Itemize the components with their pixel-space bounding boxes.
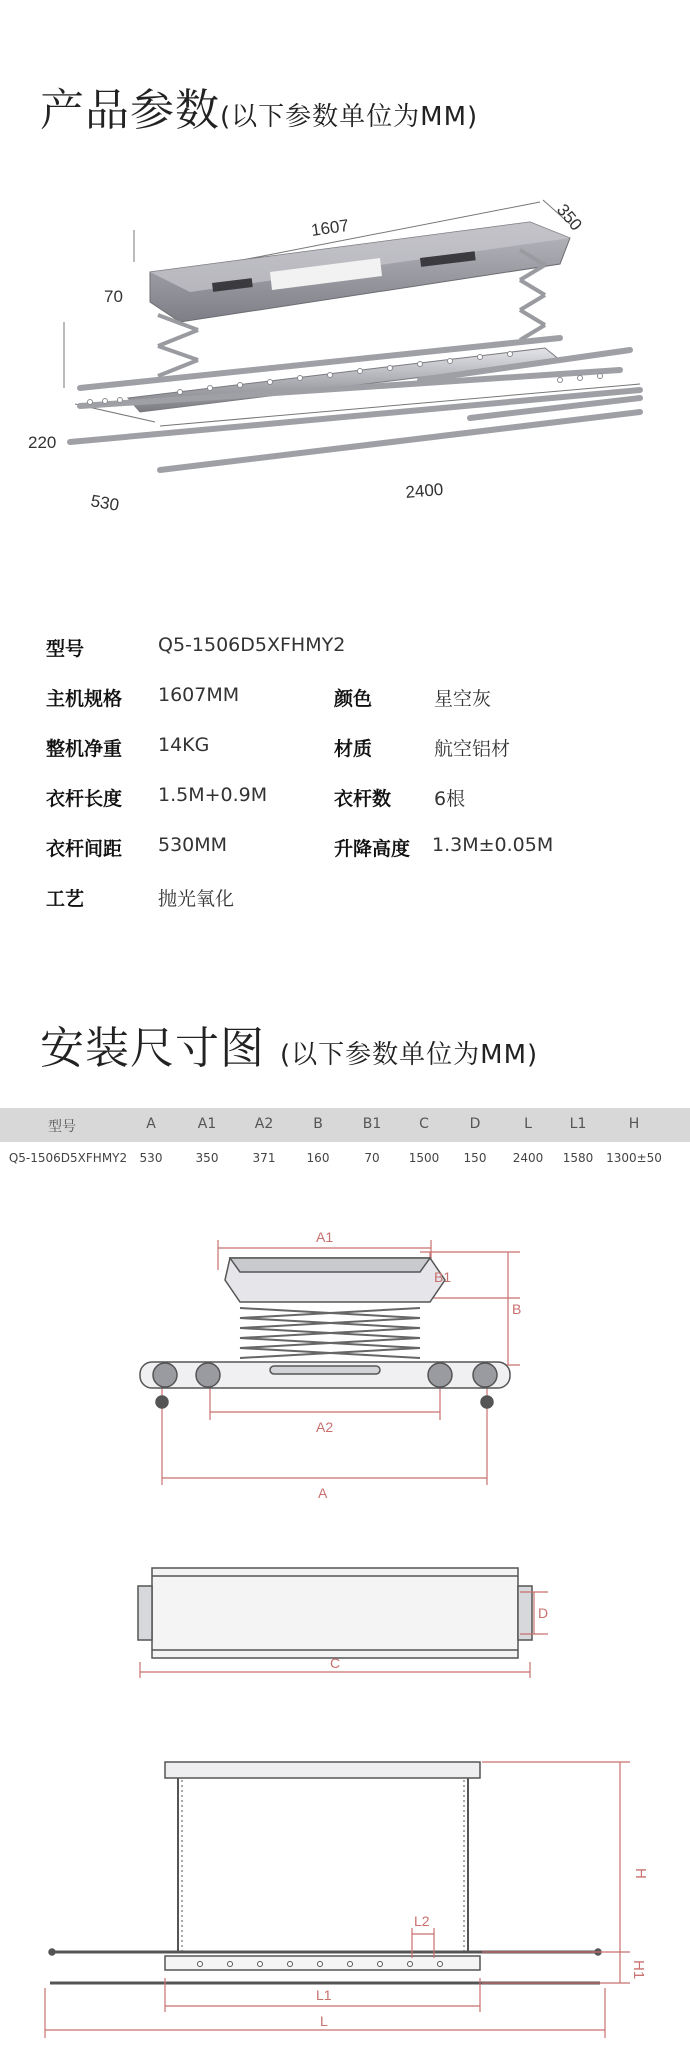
side-view-scissor (240, 1308, 420, 1358)
spec-value: 1607MM (158, 684, 240, 706)
spec-value: 14KG (158, 734, 210, 756)
label-a2: A2 (316, 1419, 334, 1435)
label-l: L (320, 2013, 328, 2029)
table-header-cell: C (419, 1116, 429, 1132)
table-header-cell: B (313, 1116, 323, 1132)
spec-value: 6根 (434, 788, 466, 810)
label-b1: B1 (434, 1269, 452, 1285)
table-header-cell: A2 (254, 1116, 274, 1132)
front-view-drawing (0, 1720, 690, 2040)
table-header-cell: 型号 (48, 1119, 76, 1135)
table-cell: 1300±50 (606, 1151, 662, 1165)
dim-depth: 350 (552, 200, 586, 235)
spec-value: 1.3M±0.05M (432, 834, 554, 856)
spec-value: 星空灰 (434, 688, 492, 710)
label-b: B (512, 1301, 522, 1317)
front-view-dimensions (45, 1762, 630, 2038)
table-header-cell: L (524, 1116, 532, 1132)
dim-rack-height: 220 (28, 433, 57, 452)
dim-length: 1607 (309, 215, 351, 240)
side-view-housing (225, 1258, 445, 1302)
table-cell: 1580 (562, 1151, 594, 1165)
spec-value: 抛光氧化 (158, 888, 235, 910)
table-header-cell: D (469, 1116, 481, 1132)
spec-value: 1.5M+0.9M (158, 784, 268, 806)
dimension-table-header (0, 1108, 690, 1142)
table-cell: 160 (306, 1151, 330, 1165)
spec-label: 材质 (334, 738, 373, 760)
top-view-drawing (0, 1550, 690, 1700)
spec-label: 工艺 (46, 888, 85, 910)
label-l1: L1 (316, 1987, 332, 2003)
table-header-cell: B1 (362, 1116, 382, 1132)
spec-label: 衣杆长度 (46, 788, 123, 810)
table-cell: 350 (195, 1151, 219, 1165)
product-illustration (0, 180, 690, 520)
install-title (40, 1012, 538, 1076)
front-view-body (49, 1762, 601, 1983)
params-title-main: 产品参数 (40, 85, 220, 136)
table-cell: Q5-1506D5XFHMY2 (8, 1151, 128, 1165)
spec-label: 衣杆间距 (46, 838, 123, 860)
label-d: D (538, 1605, 549, 1621)
dim-rack-length: 2400 (404, 479, 445, 502)
top-view-body (138, 1568, 532, 1658)
side-view-drawing (0, 1210, 690, 1520)
label-a1: A1 (316, 1229, 334, 1245)
spec-label: 型号 (46, 638, 85, 660)
spec-label: 主机规格 (46, 688, 123, 710)
table-cell: 530 (139, 1151, 163, 1165)
table-header-cell: H (628, 1116, 640, 1132)
table-cell: 371 (252, 1151, 276, 1165)
label-a: A (318, 1485, 328, 1501)
spec-value: 530MM (158, 834, 228, 856)
side-view-rack (140, 1362, 510, 1408)
table-cell: 70 (364, 1151, 380, 1165)
spec-label: 颜色 (334, 688, 373, 710)
table-header-cell: L1 (569, 1116, 587, 1132)
spec-value: 航空铝材 (434, 738, 511, 760)
params-title-unit: (以下参数单位为MM) (220, 102, 479, 132)
install-title-main: 安装尺寸图 (40, 1023, 265, 1074)
spec-label: 衣杆数 (334, 788, 392, 810)
table-header-cell: A1 (197, 1116, 217, 1132)
spec-label: 升降高度 (334, 838, 411, 860)
dimension-table-row (0, 1142, 690, 1172)
table-cell: 150 (463, 1151, 487, 1165)
label-h: H (632, 1868, 649, 1879)
params-title (40, 74, 478, 138)
table-cell: 1500 (408, 1151, 440, 1165)
spec-label: 整机净重 (46, 738, 123, 760)
spec-value: Q5-1506D5XFHMY2 (158, 634, 346, 656)
table-header-cell: A (146, 1116, 156, 1132)
label-c: C (330, 1655, 341, 1671)
install-title-unit: (以下参数单位为MM) (280, 1040, 539, 1070)
dim-height: 70 (104, 287, 123, 306)
label-l2: L2 (414, 1913, 430, 1929)
label-h1: H1 (630, 1960, 647, 1980)
dim-rack-depth: 530 (89, 491, 121, 515)
table-cell: 2400 (512, 1151, 544, 1165)
scissor-arm-left (158, 315, 198, 376)
